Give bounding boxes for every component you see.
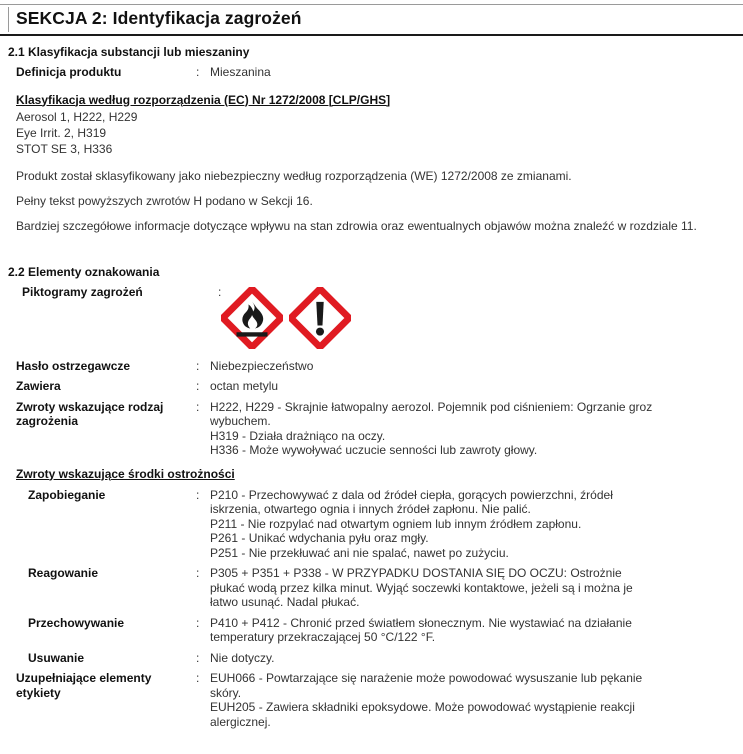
response-value: [210, 566, 743, 610]
row-contains: [0, 379, 743, 394]
row-storage: [0, 616, 743, 645]
disposal-line: Nie dotyczy.: [210, 650, 275, 665]
hazard-statement-line: H222, H229 - Skrajnie łatwopalny aerozol. Pojemnik pod ciśnieniem: Ogrzanie groz: [210, 399, 653, 414]
ghs07-exclamation-mark-pictogram: [289, 287, 351, 349]
product-definition-colon: :: [196, 65, 200, 79]
supplemental-label-line: etykiety: [16, 685, 61, 700]
prevention-line: P251 - Nie przekłuwać ani nie spalać, nawet po zużyciu.: [210, 545, 509, 560]
classification-heading: Klasyfikacja według rozporządzenia (EC) Nr 1272/2008 [CLP/GHS]: [16, 92, 391, 107]
hazard-pictograms-area: [221, 287, 351, 349]
row-product-definition: [0, 65, 743, 80]
h-statements-reference-paragraph: Pełny tekst powyższych zwrotów H podano w Sekcji 16.: [16, 193, 313, 208]
product-definition-label: Definicja produktu: [16, 65, 122, 79]
row-supplemental-label-elements: [0, 671, 743, 729]
row-prevention: [0, 488, 743, 561]
supplemental-line: EUH066 - Powtarzające się narażenie może powodować wysuszanie lub pękanie: [210, 671, 643, 685]
disposal-value: [210, 651, 743, 666]
classification-paragraph: Produkt został sklasyfikowany jako niebezpieczny według rozporządzenia (WE) 1272/2008 ze zmianami.: [16, 168, 572, 183]
classification-line: Eye Irrit. 2, H319: [16, 125, 107, 140]
response-line: płukać wodą przez kilka minut. Wyjąć soczewki kontaktowe, jeżeli są i można je: [210, 580, 633, 595]
prevention-colon: :: [196, 487, 200, 502]
row-hazard-pictograms: [0, 285, 743, 349]
contains-value: octan metylu: [210, 379, 279, 393]
hazard-statements-value: [210, 400, 743, 458]
sds-section-2-page: [0, 4, 743, 754]
disposal-colon: :: [196, 650, 200, 665]
subsection-2-1-heading: 2.1 Klasyfikacja substancji lub mieszaniny: [8, 45, 250, 59]
contains-colon: :: [196, 379, 200, 393]
supplemental-colon: :: [196, 671, 200, 685]
prevention-line: iskrzenia, otwartego ognia i innych źródeł zapłonu. Nie palić.: [210, 502, 531, 516]
hazard-statements-label-line: zagrożenia: [16, 414, 79, 428]
supplemental-line: EUH205 - Zawiera składniki epoksydowe. Może powodować wystąpienie reakcji: [210, 700, 635, 714]
row-response: [0, 566, 743, 610]
classification-line: STOT SE 3, H336: [16, 141, 113, 156]
hazard-pictograms-label: Piktogramy zagrożeń: [22, 284, 143, 299]
header-left-rule: [8, 7, 9, 32]
ghs02-flame-pictogram: [221, 287, 283, 349]
prevention-label: Zapobieganie: [28, 487, 106, 502]
row-hazard-statements: [0, 400, 743, 458]
hazard-statements-label: [0, 400, 196, 429]
prevention-value: [210, 488, 743, 561]
hazard-statements-colon: :: [196, 399, 200, 414]
signal-word-value: Niebezpieczeństwo: [210, 358, 314, 373]
storage-label: Przechowywanie: [28, 615, 125, 630]
page-title: SEKCJA 2: Identyfikacja zagrożeń: [16, 8, 302, 28]
supplemental-value: [210, 671, 743, 729]
section-spacer: [0, 234, 743, 256]
disposal-label: Usuwanie: [28, 650, 85, 665]
supplemental-label-line: Uzupełniające elementy: [16, 671, 152, 685]
prevention-line: P211 - Nie rozpylać nad otwartym ogniem lub innym źródłem zapłonu.: [210, 516, 582, 531]
response-label: Reagowanie: [28, 566, 99, 580]
response-line: P305 + P351 + P338 - W PRZYPADKU DOSTANIA SIĘ DO OCZU: Ostrożnie: [210, 566, 622, 580]
product-definition-value: Mieszanina: [210, 65, 271, 79]
health-effects-reference-paragraph: Bardziej szczegółowe informacje dotyczące wpływu na stan zdrowia oraz ewentualnych objawów można znaleźć w rozdziale 11.: [16, 218, 697, 233]
storage-line: temperatury przekraczającej 50 °C/122 °F.: [210, 630, 436, 644]
precautionary-statements-heading: Zwroty wskazujące środki ostrożności: [16, 466, 235, 481]
hazard-statement-line: H319 - Działa drażniąco na oczy.: [210, 428, 386, 443]
section-header-bar: [0, 4, 743, 36]
signal-word-label: Hasło ostrzegawcze: [16, 358, 131, 373]
ghs02-flame-icon: [221, 287, 283, 349]
hazard-statement-line: H336 - Może wywoływać uczucie senności lub zawroty głowy.: [210, 443, 538, 457]
supplemental-line: skóry.: [210, 685, 242, 700]
supplemental-line: alergicznej.: [210, 714, 271, 729]
response-colon: :: [196, 566, 200, 580]
storage-colon: :: [196, 615, 200, 630]
supplemental-label: [0, 671, 196, 700]
contains-label: Zawiera: [16, 379, 61, 393]
row-disposal: [0, 651, 743, 666]
signal-word-colon: :: [196, 358, 200, 373]
storage-line: P410 + P412 - Chronić przed światłem słonecznym. Nie wystawiać na działanie: [210, 615, 632, 630]
hazard-statements-label-line: Zwroty wskazujące rodzaj: [16, 399, 164, 414]
prevention-line: P210 - Przechowywać z dala od źródeł ciepła, gorących powierzchni, źródeł: [210, 487, 613, 502]
hazard-statement-line: wybuchem.: [210, 414, 271, 428]
row-signal-word: [0, 359, 743, 374]
classification-line: Aerosol 1, H222, H229: [16, 109, 138, 124]
hazard-pictograms-colon: :: [218, 284, 222, 299]
response-line: łatwo usunąć. Nadal płukać.: [210, 595, 360, 609]
subsection-2-2-heading: 2.2 Elementy oznakowania: [8, 264, 160, 279]
storage-value: [210, 616, 743, 645]
prevention-line: P261 - Unikać wdychania pyłu oraz mgły.: [210, 531, 429, 545]
ghs07-exclamation-icon: [289, 287, 351, 349]
